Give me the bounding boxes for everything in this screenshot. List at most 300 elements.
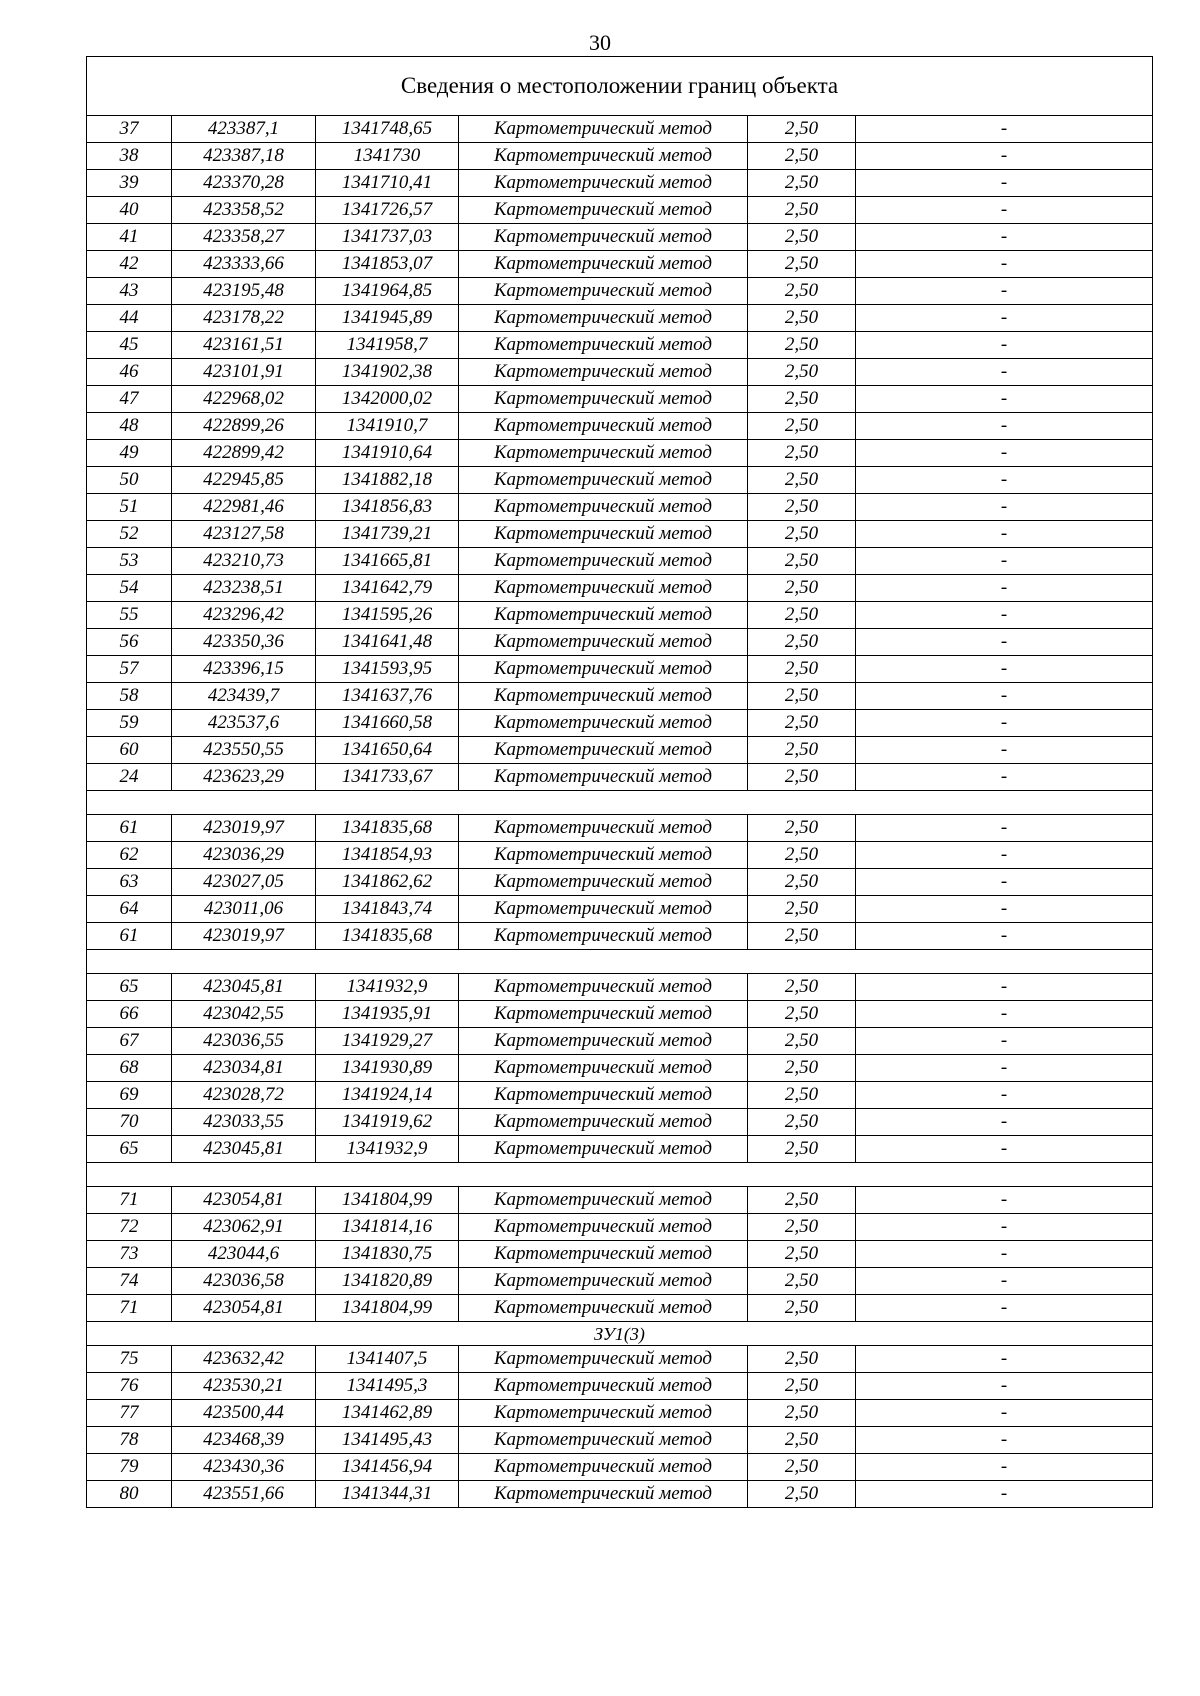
method-cell: Картометрический метод [459, 1241, 748, 1268]
method-cell: Картометрический метод [459, 1055, 748, 1082]
x-coordinate-cell: 423387,1 [172, 116, 316, 143]
method-cell: Картометрический метод [459, 116, 748, 143]
table-row [87, 1346, 1153, 1373]
accuracy-cell: 2,50 [748, 1214, 856, 1241]
point-number-cell: 67 [87, 1028, 172, 1055]
table-row [87, 116, 1153, 143]
point-number-cell: 49 [87, 440, 172, 467]
y-coordinate-cell: 1341910,7 [316, 413, 459, 440]
y-coordinate-cell: 1341726,57 [316, 197, 459, 224]
method-cell: Картометрический метод [459, 1481, 748, 1508]
x-coordinate-cell: 423178,22 [172, 305, 316, 332]
x-coordinate-cell: 423054,81 [172, 1295, 316, 1322]
x-coordinate-cell: 423011,06 [172, 896, 316, 923]
x-coordinate-cell: 423439,7 [172, 683, 316, 710]
x-coordinate-cell: 423101,91 [172, 359, 316, 386]
x-coordinate-cell: 423028,72 [172, 1082, 316, 1109]
boundary-coordinates-table [86, 56, 1153, 1508]
accuracy-cell: 2,50 [748, 1346, 856, 1373]
table-row [87, 440, 1153, 467]
table-row [87, 224, 1153, 251]
description-cell: - [856, 440, 1153, 467]
accuracy-cell: 2,50 [748, 602, 856, 629]
x-coordinate-cell: 423396,15 [172, 656, 316, 683]
x-coordinate-cell: 423296,42 [172, 602, 316, 629]
point-number-cell: 73 [87, 1241, 172, 1268]
description-cell: - [856, 413, 1153, 440]
point-number-cell: 80 [87, 1481, 172, 1508]
description-cell: - [856, 1136, 1153, 1163]
x-coordinate-cell: 423537,6 [172, 710, 316, 737]
table-row [87, 974, 1153, 1001]
description-cell: - [856, 251, 1153, 278]
y-coordinate-cell: 1341748,65 [316, 116, 459, 143]
method-cell: Картометрический метод [459, 440, 748, 467]
y-coordinate-cell: 1341835,68 [316, 923, 459, 950]
method-cell: Картометрический метод [459, 548, 748, 575]
x-coordinate-cell: 423044,6 [172, 1241, 316, 1268]
method-cell: Картометрический метод [459, 815, 748, 842]
table-row [87, 1400, 1153, 1427]
x-coordinate-cell: 423019,97 [172, 923, 316, 950]
table-row [87, 710, 1153, 737]
method-cell: Картометрический метод [459, 359, 748, 386]
accuracy-cell: 2,50 [748, 737, 856, 764]
accuracy-cell: 2,50 [748, 332, 856, 359]
accuracy-cell: 2,50 [748, 413, 856, 440]
point-number-cell: 77 [87, 1400, 172, 1427]
x-coordinate-cell: 422899,42 [172, 440, 316, 467]
method-cell: Картометрический метод [459, 413, 748, 440]
y-coordinate-cell: 1341843,74 [316, 896, 459, 923]
accuracy-cell: 2,50 [748, 1373, 856, 1400]
description-cell: - [856, 683, 1153, 710]
y-coordinate-cell: 1341804,99 [316, 1295, 459, 1322]
x-coordinate-cell: 423210,73 [172, 548, 316, 575]
x-coordinate-cell: 422981,46 [172, 494, 316, 521]
x-coordinate-cell: 423042,55 [172, 1001, 316, 1028]
y-coordinate-cell: 1341462,89 [316, 1400, 459, 1427]
point-number-cell: 65 [87, 1136, 172, 1163]
method-cell: Картометрический метод [459, 332, 748, 359]
method-cell: Картометрический метод [459, 575, 748, 602]
table-row [87, 1187, 1153, 1214]
separator-cell [87, 950, 1153, 974]
y-coordinate-cell: 1341344,31 [316, 1481, 459, 1508]
point-number-cell: 39 [87, 170, 172, 197]
y-coordinate-cell: 1341495,3 [316, 1373, 459, 1400]
method-cell: Картометрический метод [459, 737, 748, 764]
method-cell: Картометрический метод [459, 1187, 748, 1214]
method-cell: Картометрический метод [459, 1295, 748, 1322]
method-cell: Картометрический метод [459, 1028, 748, 1055]
accuracy-cell: 2,50 [748, 251, 856, 278]
method-cell: Картометрический метод [459, 1373, 748, 1400]
method-cell: Картометрический метод [459, 386, 748, 413]
y-coordinate-cell: 1341930,89 [316, 1055, 459, 1082]
accuracy-cell: 2,50 [748, 521, 856, 548]
table-row [87, 575, 1153, 602]
y-coordinate-cell: 1341902,38 [316, 359, 459, 386]
accuracy-cell: 2,50 [748, 1001, 856, 1028]
point-number-cell: 40 [87, 197, 172, 224]
point-number-cell: 63 [87, 869, 172, 896]
method-cell: Картометрический метод [459, 224, 748, 251]
accuracy-cell: 2,50 [748, 440, 856, 467]
point-number-cell: 75 [87, 1346, 172, 1373]
description-cell: - [856, 974, 1153, 1001]
x-coordinate-cell: 423238,51 [172, 575, 316, 602]
point-number-cell: 78 [87, 1427, 172, 1454]
x-coordinate-cell: 423358,27 [172, 224, 316, 251]
y-coordinate-cell: 1341820,89 [316, 1268, 459, 1295]
description-cell: - [856, 1373, 1153, 1400]
table-row [87, 1028, 1153, 1055]
method-cell: Картометрический метод [459, 1454, 748, 1481]
y-coordinate-cell: 1341660,58 [316, 710, 459, 737]
separator-row [87, 1163, 1153, 1187]
y-coordinate-cell: 1341737,03 [316, 224, 459, 251]
point-number-cell: 72 [87, 1214, 172, 1241]
table-row [87, 1481, 1153, 1508]
separator-cell [87, 1163, 1153, 1187]
x-coordinate-cell: 423062,91 [172, 1214, 316, 1241]
table-row [87, 1001, 1153, 1028]
point-number-cell: 76 [87, 1373, 172, 1400]
point-number-cell: 41 [87, 224, 172, 251]
y-coordinate-cell: 1341862,62 [316, 869, 459, 896]
y-coordinate-cell: 1341910,64 [316, 440, 459, 467]
table-row [87, 1055, 1153, 1082]
accuracy-cell: 2,50 [748, 1187, 856, 1214]
x-coordinate-cell: 423127,58 [172, 521, 316, 548]
accuracy-cell: 2,50 [748, 1268, 856, 1295]
x-coordinate-cell: 423019,97 [172, 815, 316, 842]
x-coordinate-cell: 422945,85 [172, 467, 316, 494]
accuracy-cell: 2,50 [748, 629, 856, 656]
description-cell: - [856, 521, 1153, 548]
table-row [87, 197, 1153, 224]
method-cell: Картометрический метод [459, 974, 748, 1001]
method-cell: Картометрический метод [459, 305, 748, 332]
x-coordinate-cell: 423350,36 [172, 629, 316, 656]
accuracy-cell: 2,50 [748, 170, 856, 197]
y-coordinate-cell: 1341835,68 [316, 815, 459, 842]
x-coordinate-cell: 423054,81 [172, 1187, 316, 1214]
description-cell: - [856, 1454, 1153, 1481]
description-cell: - [856, 737, 1153, 764]
method-cell: Картометрический метод [459, 656, 748, 683]
description-cell: - [856, 116, 1153, 143]
table-row [87, 683, 1153, 710]
table-row [87, 737, 1153, 764]
table-row [87, 1295, 1153, 1322]
method-cell: Картометрический метод [459, 521, 748, 548]
x-coordinate-cell: 423027,05 [172, 869, 316, 896]
point-number-cell: 55 [87, 602, 172, 629]
description-cell: - [856, 764, 1153, 791]
method-cell: Картометрический метод [459, 1346, 748, 1373]
point-number-cell: 71 [87, 1187, 172, 1214]
description-cell: - [856, 170, 1153, 197]
method-cell: Картометрический метод [459, 869, 748, 896]
description-cell: - [856, 629, 1153, 656]
table-row [87, 359, 1153, 386]
description-cell: - [856, 896, 1153, 923]
accuracy-cell: 2,50 [748, 1295, 856, 1322]
table-row [87, 1109, 1153, 1136]
section-header-row [87, 1322, 1153, 1346]
description-cell: - [856, 224, 1153, 251]
accuracy-cell: 2,50 [748, 278, 856, 305]
table-row [87, 386, 1153, 413]
table-title: Сведения о местоположении границ объекта [87, 57, 1153, 116]
table-row [87, 1268, 1153, 1295]
y-coordinate-cell: 1341407,5 [316, 1346, 459, 1373]
y-coordinate-cell: 1341641,48 [316, 629, 459, 656]
point-number-cell: 47 [87, 386, 172, 413]
description-cell: - [856, 1241, 1153, 1268]
point-number-cell: 65 [87, 974, 172, 1001]
x-coordinate-cell: 423370,28 [172, 170, 316, 197]
description-cell: - [856, 923, 1153, 950]
y-coordinate-cell: 1341932,9 [316, 974, 459, 1001]
y-coordinate-cell: 1341856,83 [316, 494, 459, 521]
x-coordinate-cell: 423045,81 [172, 974, 316, 1001]
description-cell: - [856, 494, 1153, 521]
x-coordinate-cell: 423530,21 [172, 1373, 316, 1400]
method-cell: Картометрический метод [459, 842, 748, 869]
point-number-cell: 38 [87, 143, 172, 170]
accuracy-cell: 2,50 [748, 1427, 856, 1454]
table-row [87, 494, 1153, 521]
table-row [87, 629, 1153, 656]
y-coordinate-cell: 1341935,91 [316, 1001, 459, 1028]
accuracy-cell: 2,50 [748, 1481, 856, 1508]
description-cell: - [856, 842, 1153, 869]
table-row [87, 656, 1153, 683]
accuracy-cell: 2,50 [748, 764, 856, 791]
x-coordinate-cell: 422899,26 [172, 413, 316, 440]
table-row [87, 1214, 1153, 1241]
accuracy-cell: 2,50 [748, 359, 856, 386]
method-cell: Картометрический метод [459, 1001, 748, 1028]
point-number-cell: 24 [87, 764, 172, 791]
point-number-cell: 52 [87, 521, 172, 548]
table-row [87, 1454, 1153, 1481]
point-number-cell: 59 [87, 710, 172, 737]
description-cell: - [856, 143, 1153, 170]
point-number-cell: 61 [87, 923, 172, 950]
y-coordinate-cell: 1341932,9 [316, 1136, 459, 1163]
point-number-cell: 79 [87, 1454, 172, 1481]
method-cell: Картометрический метод [459, 1109, 748, 1136]
y-coordinate-cell: 1341595,26 [316, 602, 459, 629]
method-cell: Картометрический метод [459, 197, 748, 224]
table-row [87, 251, 1153, 278]
description-cell: - [856, 1481, 1153, 1508]
description-cell: - [856, 467, 1153, 494]
method-cell: Картометрический метод [459, 896, 748, 923]
accuracy-cell: 2,50 [748, 656, 856, 683]
x-coordinate-cell: 422968,02 [172, 386, 316, 413]
table-row [87, 764, 1153, 791]
accuracy-cell: 2,50 [748, 1028, 856, 1055]
accuracy-cell: 2,50 [748, 815, 856, 842]
table-row [87, 923, 1153, 950]
method-cell: Картометрический метод [459, 602, 748, 629]
table-row [87, 1241, 1153, 1268]
description-cell: - [856, 869, 1153, 896]
y-coordinate-cell: 1341650,64 [316, 737, 459, 764]
y-coordinate-cell: 1341665,81 [316, 548, 459, 575]
accuracy-cell: 2,50 [748, 1082, 856, 1109]
y-coordinate-cell: 1341945,89 [316, 305, 459, 332]
method-cell: Картометрический метод [459, 251, 748, 278]
x-coordinate-cell: 423430,36 [172, 1454, 316, 1481]
y-coordinate-cell: 1341924,14 [316, 1082, 459, 1109]
accuracy-cell: 2,50 [748, 683, 856, 710]
x-coordinate-cell: 423632,42 [172, 1346, 316, 1373]
x-coordinate-cell: 423551,66 [172, 1481, 316, 1508]
description-cell: - [856, 1295, 1153, 1322]
point-number-cell: 57 [87, 656, 172, 683]
accuracy-cell: 2,50 [748, 1109, 856, 1136]
y-coordinate-cell: 1341593,95 [316, 656, 459, 683]
table-body [87, 57, 1153, 1508]
method-cell: Картометрический метод [459, 923, 748, 950]
description-cell: - [856, 656, 1153, 683]
point-number-cell: 54 [87, 575, 172, 602]
accuracy-cell: 2,50 [748, 116, 856, 143]
y-coordinate-cell: 1342000,02 [316, 386, 459, 413]
accuracy-cell: 2,50 [748, 494, 856, 521]
point-number-cell: 60 [87, 737, 172, 764]
point-number-cell: 70 [87, 1109, 172, 1136]
method-cell: Картометрический метод [459, 170, 748, 197]
point-number-cell: 42 [87, 251, 172, 278]
description-cell: - [856, 710, 1153, 737]
y-coordinate-cell: 1341637,76 [316, 683, 459, 710]
x-coordinate-cell: 423500,44 [172, 1400, 316, 1427]
point-number-cell: 44 [87, 305, 172, 332]
description-cell: - [856, 602, 1153, 629]
accuracy-cell: 2,50 [748, 869, 856, 896]
point-number-cell: 51 [87, 494, 172, 521]
description-cell: - [856, 1346, 1153, 1373]
y-coordinate-cell: 1341929,27 [316, 1028, 459, 1055]
x-coordinate-cell: 423333,66 [172, 251, 316, 278]
table-row [87, 1082, 1153, 1109]
x-coordinate-cell: 423161,51 [172, 332, 316, 359]
method-cell: Картометрический метод [459, 683, 748, 710]
y-coordinate-cell: 1341882,18 [316, 467, 459, 494]
description-cell: - [856, 1400, 1153, 1427]
method-cell: Картометрический метод [459, 494, 748, 521]
description-cell: - [856, 278, 1153, 305]
table-row [87, 170, 1153, 197]
description-cell: - [856, 332, 1153, 359]
point-number-cell: 74 [87, 1268, 172, 1295]
description-cell: - [856, 1268, 1153, 1295]
point-number-cell: 71 [87, 1295, 172, 1322]
table-row [87, 521, 1153, 548]
section-label: ЗУ1(3) [87, 1322, 1153, 1346]
description-cell: - [856, 1427, 1153, 1454]
y-coordinate-cell: 1341814,16 [316, 1214, 459, 1241]
x-coordinate-cell: 423195,48 [172, 278, 316, 305]
method-cell: Картометрический метод [459, 1427, 748, 1454]
method-cell: Картометрический метод [459, 1214, 748, 1241]
table-row [87, 1136, 1153, 1163]
description-cell: - [856, 1001, 1153, 1028]
x-coordinate-cell: 423045,81 [172, 1136, 316, 1163]
point-number-cell: 69 [87, 1082, 172, 1109]
x-coordinate-cell: 423623,29 [172, 764, 316, 791]
accuracy-cell: 2,50 [748, 1454, 856, 1481]
table-row [87, 815, 1153, 842]
table-row [87, 602, 1153, 629]
description-cell: - [856, 305, 1153, 332]
accuracy-cell: 2,50 [748, 467, 856, 494]
y-coordinate-cell: 1341642,79 [316, 575, 459, 602]
method-cell: Картометрический метод [459, 467, 748, 494]
table-row [87, 467, 1153, 494]
y-coordinate-cell: 1341739,21 [316, 521, 459, 548]
table-row [87, 1373, 1153, 1400]
table-title-row [87, 57, 1153, 116]
description-cell: - [856, 1214, 1153, 1241]
y-coordinate-cell: 1341495,43 [316, 1427, 459, 1454]
y-coordinate-cell: 1341853,07 [316, 251, 459, 278]
point-number-cell: 58 [87, 683, 172, 710]
table-row [87, 869, 1153, 896]
description-cell: - [856, 1109, 1153, 1136]
accuracy-cell: 2,50 [748, 974, 856, 1001]
method-cell: Картометрический метод [459, 1082, 748, 1109]
method-cell: Картометрический метод [459, 1400, 748, 1427]
page-number: 30 [589, 30, 611, 55]
point-number-cell: 68 [87, 1055, 172, 1082]
y-coordinate-cell: 1341958,7 [316, 332, 459, 359]
x-coordinate-cell: 423358,52 [172, 197, 316, 224]
separator-row [87, 950, 1153, 974]
x-coordinate-cell: 423033,55 [172, 1109, 316, 1136]
table-row [87, 305, 1153, 332]
accuracy-cell: 2,50 [748, 305, 856, 332]
x-coordinate-cell: 423036,29 [172, 842, 316, 869]
method-cell: Картометрический метод [459, 710, 748, 737]
point-number-cell: 64 [87, 896, 172, 923]
y-coordinate-cell: 1341964,85 [316, 278, 459, 305]
separator-cell [87, 791, 1153, 815]
accuracy-cell: 2,50 [748, 896, 856, 923]
accuracy-cell: 2,50 [748, 197, 856, 224]
accuracy-cell: 2,50 [748, 1241, 856, 1268]
description-cell: - [856, 1055, 1153, 1082]
point-number-cell: 43 [87, 278, 172, 305]
y-coordinate-cell: 1341456,94 [316, 1454, 459, 1481]
accuracy-cell: 2,50 [748, 1136, 856, 1163]
table-row [87, 896, 1153, 923]
point-number-cell: 53 [87, 548, 172, 575]
method-cell: Картометрический метод [459, 278, 748, 305]
description-cell: - [856, 548, 1153, 575]
point-number-cell: 48 [87, 413, 172, 440]
method-cell: Картометрический метод [459, 1136, 748, 1163]
description-cell: - [856, 815, 1153, 842]
point-number-cell: 62 [87, 842, 172, 869]
